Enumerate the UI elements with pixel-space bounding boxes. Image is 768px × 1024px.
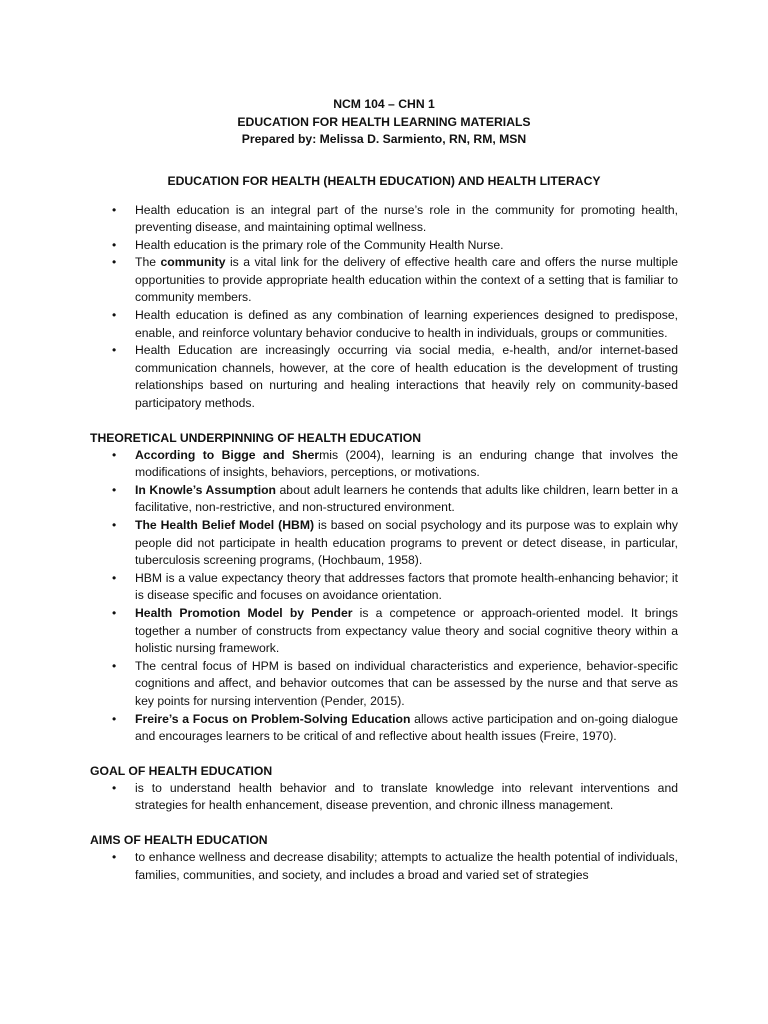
prepared-by: Prepared by: Melissa D. Sarmiento, RN, RM, MSN <box>241 132 527 146</box>
theoretical-list <box>90 447 678 746</box>
list-item: • The central focus of HPM is based on individual characteristics and experience, behavior-specific cognitions and affect, and behavior outcomes that can be assessed by the nurse and that serve as key points for nursing intervention (Pender, 2015). <box>90 658 678 711</box>
course-code: NCM 104 – CHN 1 <box>333 97 435 111</box>
list-item: • Health Promotion Model by Pender is a competence or approach-oriented model. It brings together a number of constructs from expectancy value theory and social cognitive theory within a holistic nursing framework. <box>90 605 678 658</box>
list-item: • The Health Belief Model (HBM) is based on social psychology and its purpose was to explain why people did not participate in health education programs to prevent or detect disease, in particular, tuberculosis screening programs, (Hochbaum, 1958). <box>90 517 678 570</box>
list-item: • HBM is a value expectancy theory that addresses factors that promote health-enhancing behavior; it is disease specific and focuses on avoidance orientation. <box>90 570 678 605</box>
list-item: • Health Education are increasingly occurring via social media, e-health, and/or internet-based communication channels, however, at the core of health education is the development of trusting relationships based on nurturing and healing interactions that heavily rely on community-based participatory methods. <box>90 342 678 412</box>
list-item: • Freire’s a Focus on Problem-Solving Education allows active participation and on-going dialogue and encourages learners to be critical of and reflective about health issues (Freire, 1970). <box>90 711 678 746</box>
list-item: • Health education is defined as any combination of learning experiences designed to predispose, enable, and reinforce voluntary behavior conducive to health in individuals, groups or communities. <box>90 307 678 342</box>
document-title: EDUCATION FOR HEALTH LEARNING MATERIALS <box>237 114 531 129</box>
list-item: • The community is a vital link for the delivery of effective health care and offers the nurse multiple opportunities to provide appropriate health education within the context of a setting that is familiar to community members. <box>90 254 678 307</box>
goal-list <box>90 780 678 815</box>
list-item: • is to understand health behavior and to translate knowledge into relevant interventions and strategies for health enhancement, disease prevention, and chronic illness management. <box>90 780 678 815</box>
section-title-health-literacy: EDUCATION FOR HEALTH (HEALTH EDUCATION) AND HEALTH LITERACY <box>167 173 601 188</box>
list-item: • In Knowle’s Assumption about adult learners he contends that adults like children, learn better in a facilitative, non-restrictive, and non-structured environment. <box>90 482 678 517</box>
health-literacy-list <box>90 202 678 413</box>
section-title-goal: GOAL OF HEALTH EDUCATION <box>90 763 273 778</box>
aims-list <box>90 849 678 884</box>
section-title-aims: AIMS OF HEALTH EDUCATION <box>90 832 268 847</box>
list-item: • Health education is the primary role of the Community Health Nurse. <box>90 237 678 255</box>
list-item: • to enhance wellness and decrease disability; attempts to actualize the health potential of individuals, families, communities, and society, and includes a broad and varied set of strategies <box>90 849 678 884</box>
list-item: • Health education is an integral part of the nurse’s role in the community for promoting health, preventing disease, and maintaining optimal wellness. <box>90 202 678 237</box>
section-title-theoretical: THEORETICAL UNDERPINNING OF HEALTH EDUCATION <box>90 430 422 445</box>
list-item: • According to Bigge and Shermis (2004), learning is an enduring change that involves the modifications of insights, behaviors, perceptions, or motivations. <box>90 447 678 482</box>
